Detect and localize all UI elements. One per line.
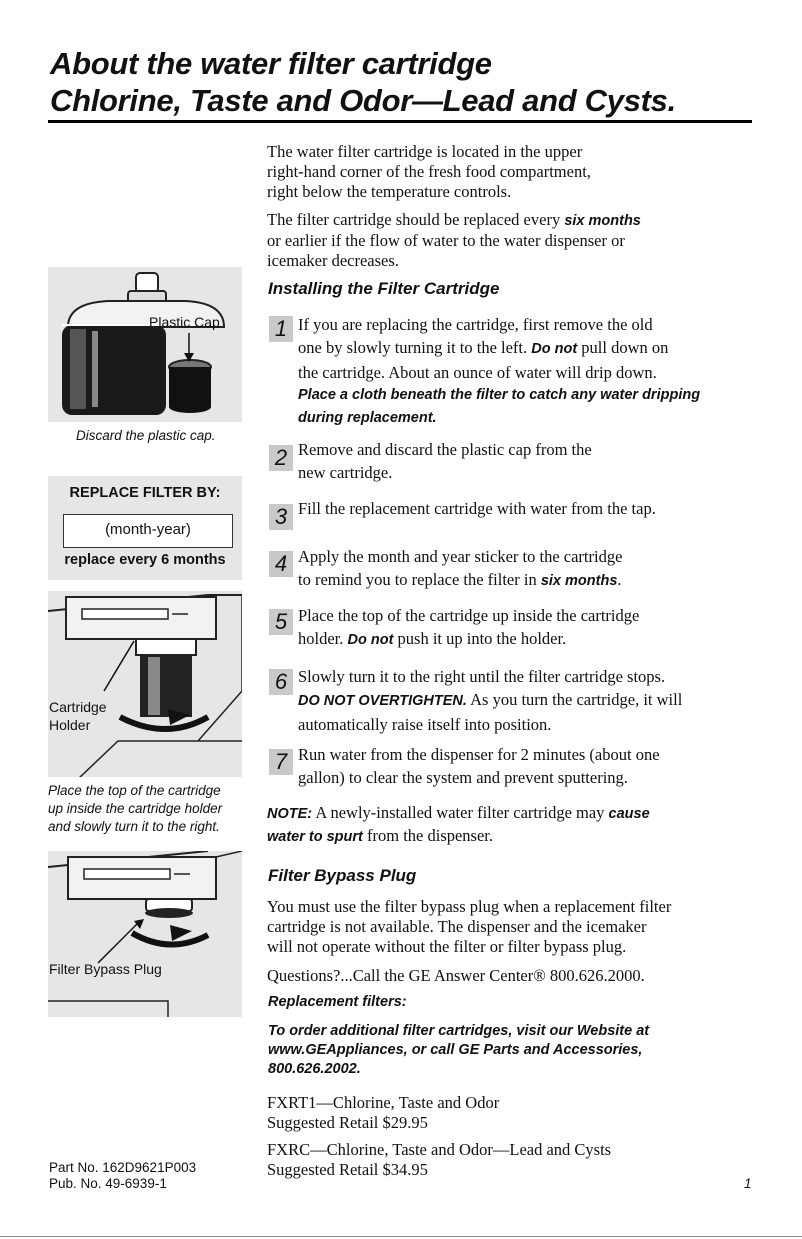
text-line: Run water from the dispenser for 2 minutes (about one (298, 745, 660, 764)
text-line: To order additional filter cartridges, visit our Website at (268, 1023, 650, 1039)
intro-para-2 (267, 210, 747, 271)
bypass-plug-label: Filter Bypass Plug (49, 961, 162, 977)
intro-para-1 (267, 142, 747, 202)
text-line: Apply the month and year sticker to the cartridge (298, 547, 623, 566)
questions-line: Questions?...Call the GE Answer Center® 800.626.2000. (267, 966, 645, 985)
caption-plastic-cap: Discard the plastic cap. (76, 428, 216, 443)
part-no: Part No. 162D9621P003 (49, 1160, 197, 1175)
caption-cartridge-holder (48, 782, 222, 836)
text-run: holder. (298, 629, 348, 648)
step-number: 6 (269, 669, 293, 695)
step-number: 7 (269, 749, 293, 775)
text-run: The filter cartridge should be replaced every (267, 210, 565, 229)
replacement-heading: Replacement filters: (268, 994, 407, 1010)
bypass-plug-illustration (48, 851, 242, 1017)
text-line: will not operate without the filter or filter bypass plug. (267, 937, 627, 956)
step-number: 3 (269, 504, 293, 530)
plastic-cap-label: Plastic Cap (149, 314, 220, 330)
text-line: or earlier if the flow of water to the water dispenser or (267, 231, 625, 250)
text-line: 800.626.2002. (268, 1061, 361, 1077)
page-title (50, 45, 676, 119)
text-line: The water filter cartridge is located in the upper (267, 142, 583, 161)
title-line-1: About the water filter cartridge (50, 46, 492, 81)
text-line: Place the top of the cartridge (48, 783, 221, 798)
step-number: 1 (269, 316, 293, 342)
emphasis: DO NOT OVERTIGHTEN. (298, 693, 467, 709)
text-line: Holder (49, 717, 91, 733)
sticker-field (63, 514, 233, 548)
bold-line: during replacement. (298, 410, 437, 426)
text-line: right below the temperature controls. (267, 182, 512, 201)
order-info (268, 1022, 649, 1079)
replace-filter-sticker (48, 476, 242, 580)
sticker-field-text: (month-year) (105, 521, 191, 538)
fxrt1-info (267, 1093, 499, 1133)
title-line-2: Chlorine, Taste and Odor—Lead and Cysts. (50, 83, 676, 118)
figure-cartridge-holder (48, 591, 242, 777)
text-run: one by slowly turning it to the left. (298, 338, 532, 357)
pub-no: Pub. No. 49-6939-1 (49, 1176, 167, 1191)
text-line: new cartridge. (298, 463, 393, 482)
text-line: Cartridge (49, 699, 107, 715)
text-run: pull down on (577, 338, 669, 357)
text-line: Slowly turn it to the right until the filter cartridge stops. (298, 667, 666, 686)
text-run: . (617, 570, 622, 589)
text-line: up inside the cartridge holder (48, 801, 223, 816)
text-line: right-hand corner of the fresh food compartment, (267, 162, 591, 181)
text-run: from the dispenser. (362, 826, 494, 845)
text-line: Suggested Retail $29.95 (267, 1113, 428, 1132)
page-edge (0, 1236, 802, 1237)
cartridge-holder-label (49, 698, 107, 734)
installing-heading: Installing the Filter Cartridge (268, 279, 500, 298)
text-run: A newly-installed water filter cartridge may (312, 803, 609, 822)
cartridge-illustration (48, 267, 242, 422)
bold-line: Place a cloth beneath the filter to catch any water dripping (298, 387, 701, 403)
holder-illustration (48, 591, 242, 777)
text-run: As you turn the cartridge, it will (466, 690, 683, 709)
title-rule (48, 120, 752, 123)
sticker-footer: replace every 6 months (64, 552, 226, 568)
figure-plastic-cap (48, 267, 242, 422)
text-line: automatically raise itself into position. (298, 715, 552, 734)
text-line: cartridge is not available. The dispenser and the icemaker (267, 917, 647, 936)
text-line: FXRT1—Chlorine, Taste and Odor (267, 1093, 500, 1112)
emphasis: six months (540, 573, 618, 589)
bypass-heading: Filter Bypass Plug (268, 866, 417, 885)
part-numbers (49, 1160, 196, 1192)
note-label: NOTE: (267, 806, 313, 822)
text-line: www.GEAppliances, or call GE Parts and Accessories, (268, 1042, 643, 1058)
fxrc-info (267, 1140, 611, 1180)
text-line: You must use the filter bypass plug when a replacement filter (267, 897, 672, 916)
text-run: push it up into the holder. (393, 629, 567, 648)
text-run: to remind you to replace the filter in (298, 570, 541, 589)
note (267, 802, 747, 848)
text-line: Suggested Retail $34.95 (267, 1160, 428, 1179)
sticker-title: REPLACE FILTER BY: (69, 485, 221, 501)
text-line: Remove and discard the plastic cap from the (298, 440, 592, 459)
step-number: 4 (269, 551, 293, 577)
emphasis: cause (608, 806, 650, 822)
text-line: the cartridge. About an ounce of water will drip down. (298, 363, 657, 382)
emphasis: water to spurt (267, 829, 363, 845)
text-line: Fill the replacement cartridge with water from the tap. (298, 499, 656, 518)
text-line: Place the top of the cartridge up inside the cartridge (298, 606, 640, 625)
bypass-para (267, 897, 757, 957)
figure-bypass-plug (48, 851, 242, 1017)
step-number: 2 (269, 445, 293, 471)
text-line: icemaker decreases. (267, 251, 399, 270)
step-number: 5 (269, 609, 293, 635)
text-line: FXRC—Chlorine, Taste and Odor—Lead and Cysts (267, 1140, 612, 1159)
text-line: gallon) to clear the system and prevent sputtering. (298, 768, 628, 787)
page-number: 1 (744, 1176, 752, 1191)
emphasis: Do not (531, 341, 578, 357)
text-line: and slowly turn it to the right. (48, 819, 220, 834)
emphasis: six months (564, 213, 641, 229)
emphasis: Do not (347, 632, 394, 648)
text-line: If you are replacing the cartridge, first remove the old (298, 315, 653, 334)
